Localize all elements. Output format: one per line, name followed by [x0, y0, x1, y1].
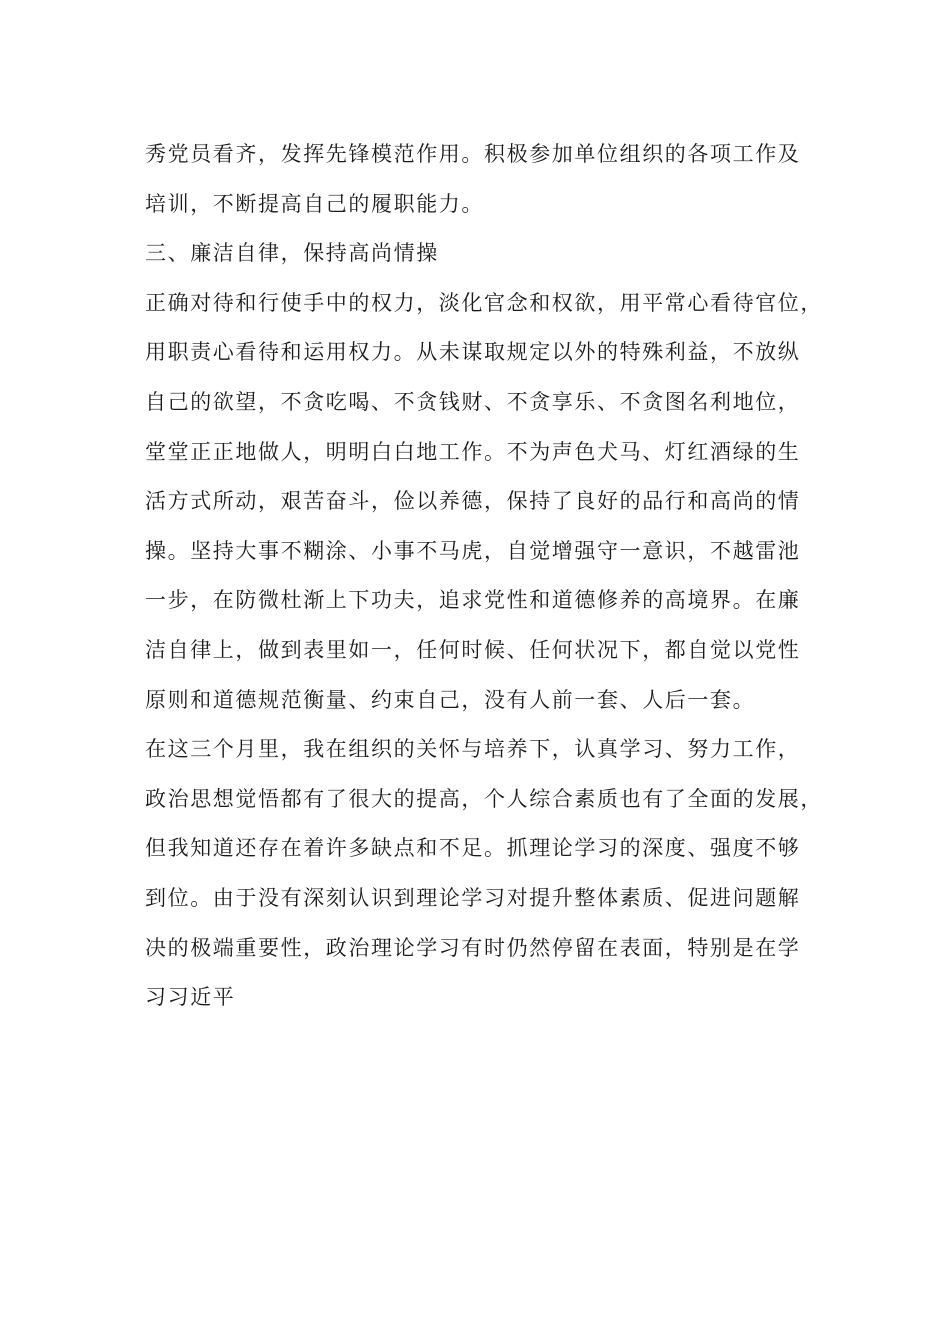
text-line: 决的极端重要性，政治理论学习有时仍然停留在表面，特别是在学 [145, 935, 801, 960]
document-body [145, 130, 825, 1023]
text-line: 洁自律上，做到表里如一，任何时候、任何状况下，都自觉以党性 [145, 637, 801, 662]
text-line: 到位。由于没有深刻认识到理论学习对提升整体素质、促进问题解 [145, 885, 801, 910]
text-line: 用职责心看待和运用权力。从未谋取规定以外的特殊利益，不放纵 [145, 340, 801, 365]
text-line: 操。坚持大事不糊涂、小事不马虎，自觉增强守一意识，不越雷池 [145, 538, 801, 563]
text-line: 堂堂正正地做人，明明白白地工作。不为声色犬马、灯红酒绿的生 [145, 439, 801, 464]
text-line: 活方式所动，艰苦奋斗，俭以养德，保持了良好的品行和高尚的情 [145, 489, 801, 514]
text-line: 习习近平 [145, 985, 236, 1010]
text-line: 自己的欲望，不贪吃喝、不贪钱财、不贪享乐、不贪图名利地位， [145, 389, 801, 414]
text-line: 在这三个月里，我在组织的关怀与培养下，认真学习、努力工作， [145, 737, 801, 762]
text-line: 秀党员看齐，发挥先锋模范作用。积极参加单位组织的各项工作及 [145, 142, 801, 166]
text-line: 政治思想觉悟都有了很大的提高，个人综合素质也有了全面的发展， [145, 786, 823, 811]
text-line: 正确对待和行使手中的权力，淡化官念和权欲，用平常心看待官位， [145, 290, 823, 315]
text-line: 但我知道还存在着许多缺点和不足。抓理论学习的深度、强度不够 [145, 836, 801, 861]
text-line: 一步，在防微杜渐上下功夫，追求党性和道德修养的高境界。在廉 [145, 588, 801, 613]
section-heading: 三、廉洁自律，保持高尚情操 [145, 241, 439, 266]
text-line: 原则和道德规范衡量、约束自己，没有人前一套、人后一套。 [145, 687, 756, 712]
text-line: 培训，不断提高自己的履职能力。 [145, 191, 484, 216]
